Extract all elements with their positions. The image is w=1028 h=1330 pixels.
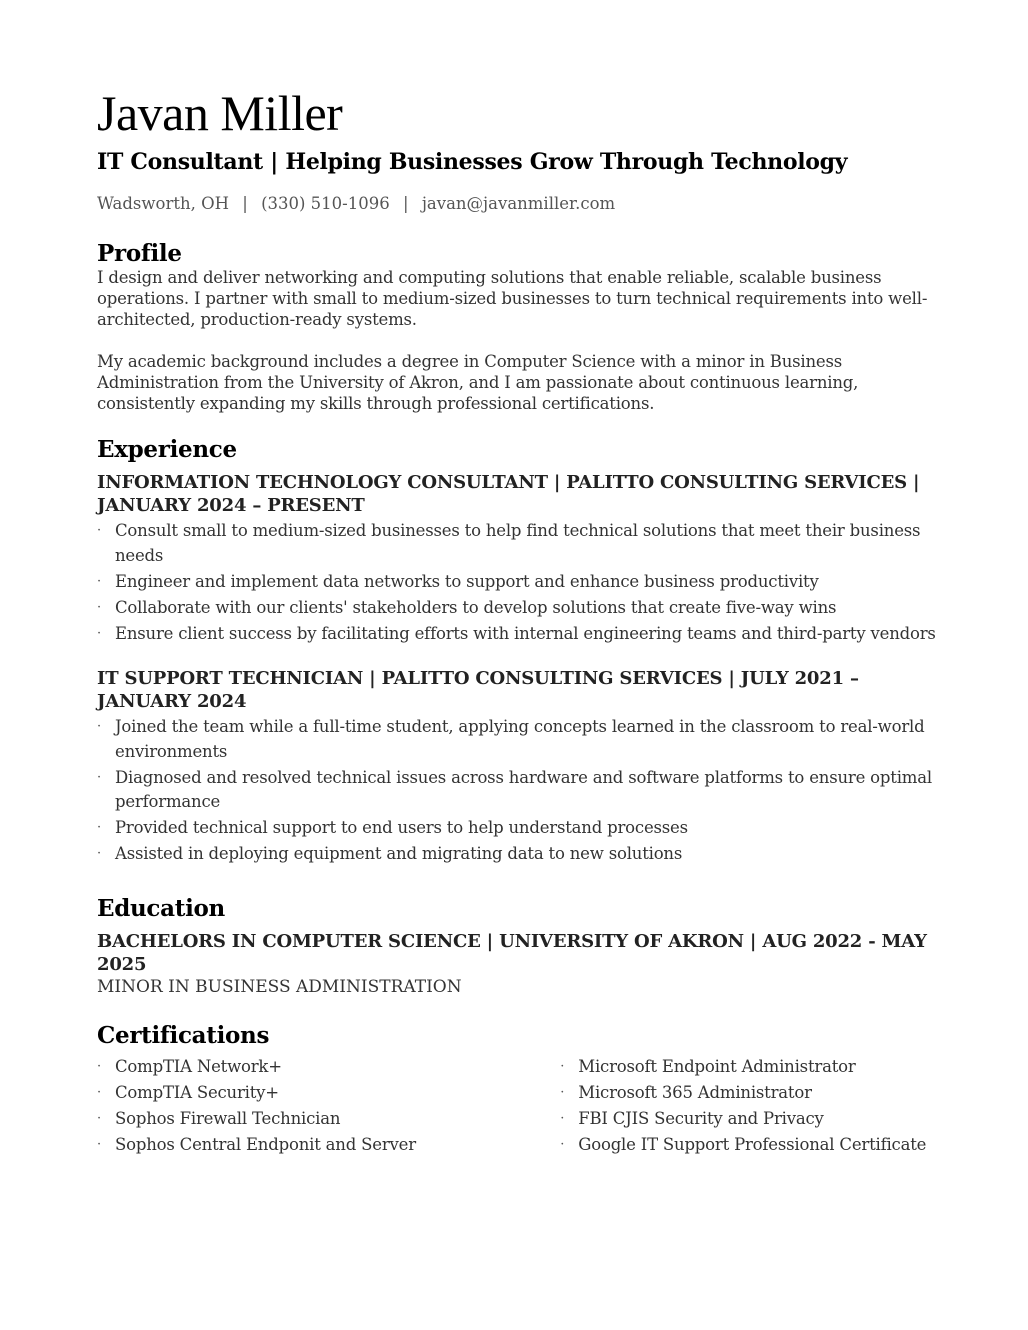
bullet-icon: · (560, 1110, 565, 1126)
degree-heading: BACHELORS IN COMPUTER SCIENCE | UNIVERSITY OF AKRON | AUG 2022 - MAY 2025 (97, 930, 927, 975)
bullet-icon: · (97, 820, 101, 835)
bullet-icon: · (97, 625, 101, 641)
list-item: · Microsoft 365 Administrator (560, 1081, 938, 1106)
section-title-profile: Profile (97, 240, 182, 267)
list-item: · Diagnosed and resolved technical issues across hardware and software platforms to ensure optimal performance (97, 767, 932, 811)
bullet-icon: · (97, 599, 101, 615)
profile-paragraph: My academic background includes a degree in Computer Science with a minor in Business Administration from the University of Akron, and I am passionate about continuous learning, consistently expanding my skills through professional certifications. (97, 352, 859, 413)
section-title-education: Education (97, 894, 225, 922)
bullet-icon: · (97, 1084, 101, 1100)
certifications-list-left (97, 1055, 560, 1159)
list-item: · Sophos Central Endponit and Server (97, 1133, 560, 1158)
bullet-icon: · (97, 573, 101, 589)
job-bullet-list (97, 519, 938, 646)
bullet-icon: · (97, 523, 101, 538)
list-item: · Collaborate with our clients' stakeholders to develop solutions that create five-way wins (97, 596, 938, 621)
bullet-icon: · (560, 1084, 565, 1100)
list-item: · Microsoft Endpoint Administrator (560, 1055, 938, 1080)
candidate-tagline: IT Consultant | Helping Businesses Grow Through Technology (97, 149, 848, 175)
list-item: · Sophos Firewall Technician (97, 1107, 560, 1132)
contact-location: Wadsworth, OH (97, 194, 229, 213)
section-title-certifications: Certifications (97, 1021, 270, 1049)
contact-separator: | (403, 194, 409, 213)
list-item: · Consult small to medium-sized businesses to help find technical solutions that meet their business needs (97, 521, 921, 565)
bullet-icon: · (560, 1058, 565, 1074)
contact-separator: | (242, 194, 248, 213)
job-entry (97, 667, 938, 867)
contact-phone: (330) 510-1096 (261, 194, 390, 213)
degree-minor: MINOR IN BUSINESS ADMINISTRATION (97, 976, 462, 997)
certifications-list-right (560, 1055, 938, 1159)
bullet-icon: · (97, 1110, 101, 1126)
candidate-name: Javan Miller (97, 85, 343, 141)
bullet-icon: · (97, 1058, 101, 1074)
job-entry (97, 471, 938, 646)
job-heading: INFORMATION TECHNOLOGY CONSULTANT | PALITTO CONSULTING SERVICES | JANUARY 2024 – PRESENT (97, 472, 920, 516)
certifications-section (97, 1023, 938, 1159)
list-item: · Provided technical support to end users to help understand processes (97, 816, 938, 841)
bullet-icon: · (560, 1136, 565, 1152)
profile-paragraph: I design and deliver networking and computing solutions that enable reliable, scalable business operations. I partner with small to medium-sized businesses to turn technical requirements into well-architected, production-ready systems. (97, 268, 928, 329)
list-item: · CompTIA Network+ (97, 1055, 560, 1080)
education-section (97, 896, 938, 999)
job-heading: IT SUPPORT TECHNICIAN | PALITTO CONSULTING SERVICES | JULY 2021 – JANUARY 2024 (97, 668, 859, 712)
experience-section (97, 437, 938, 867)
list-item: · Google IT Support Professional Certificate (560, 1133, 938, 1158)
bullet-icon: · (97, 846, 101, 861)
list-item: · FBI CJIS Security and Privacy (560, 1107, 938, 1132)
profile-section (97, 241, 938, 414)
certifications-columns (97, 1053, 938, 1159)
list-item: · Ensure client success by facilitating efforts with internal engineering teams and third-party vendors (97, 622, 938, 647)
bullet-icon: · (97, 719, 101, 734)
contact-email: javan@javanmiller.com (421, 194, 616, 213)
list-item: · Joined the team while a full-time student, applying concepts learned in the classroom to real-world environments (97, 717, 925, 761)
list-item: · Engineer and implement data networks to support and enhance business productivity (97, 570, 938, 595)
list-item: · CompTIA Security+ (97, 1081, 560, 1106)
contact-line (97, 194, 938, 214)
section-title-experience: Experience (97, 436, 237, 463)
bullet-icon: · (97, 769, 101, 785)
list-item: · Assisted in deploying equipment and migrating data to new solutions (97, 842, 938, 867)
bullet-icon: · (97, 1136, 101, 1152)
job-bullet-list (97, 715, 938, 867)
